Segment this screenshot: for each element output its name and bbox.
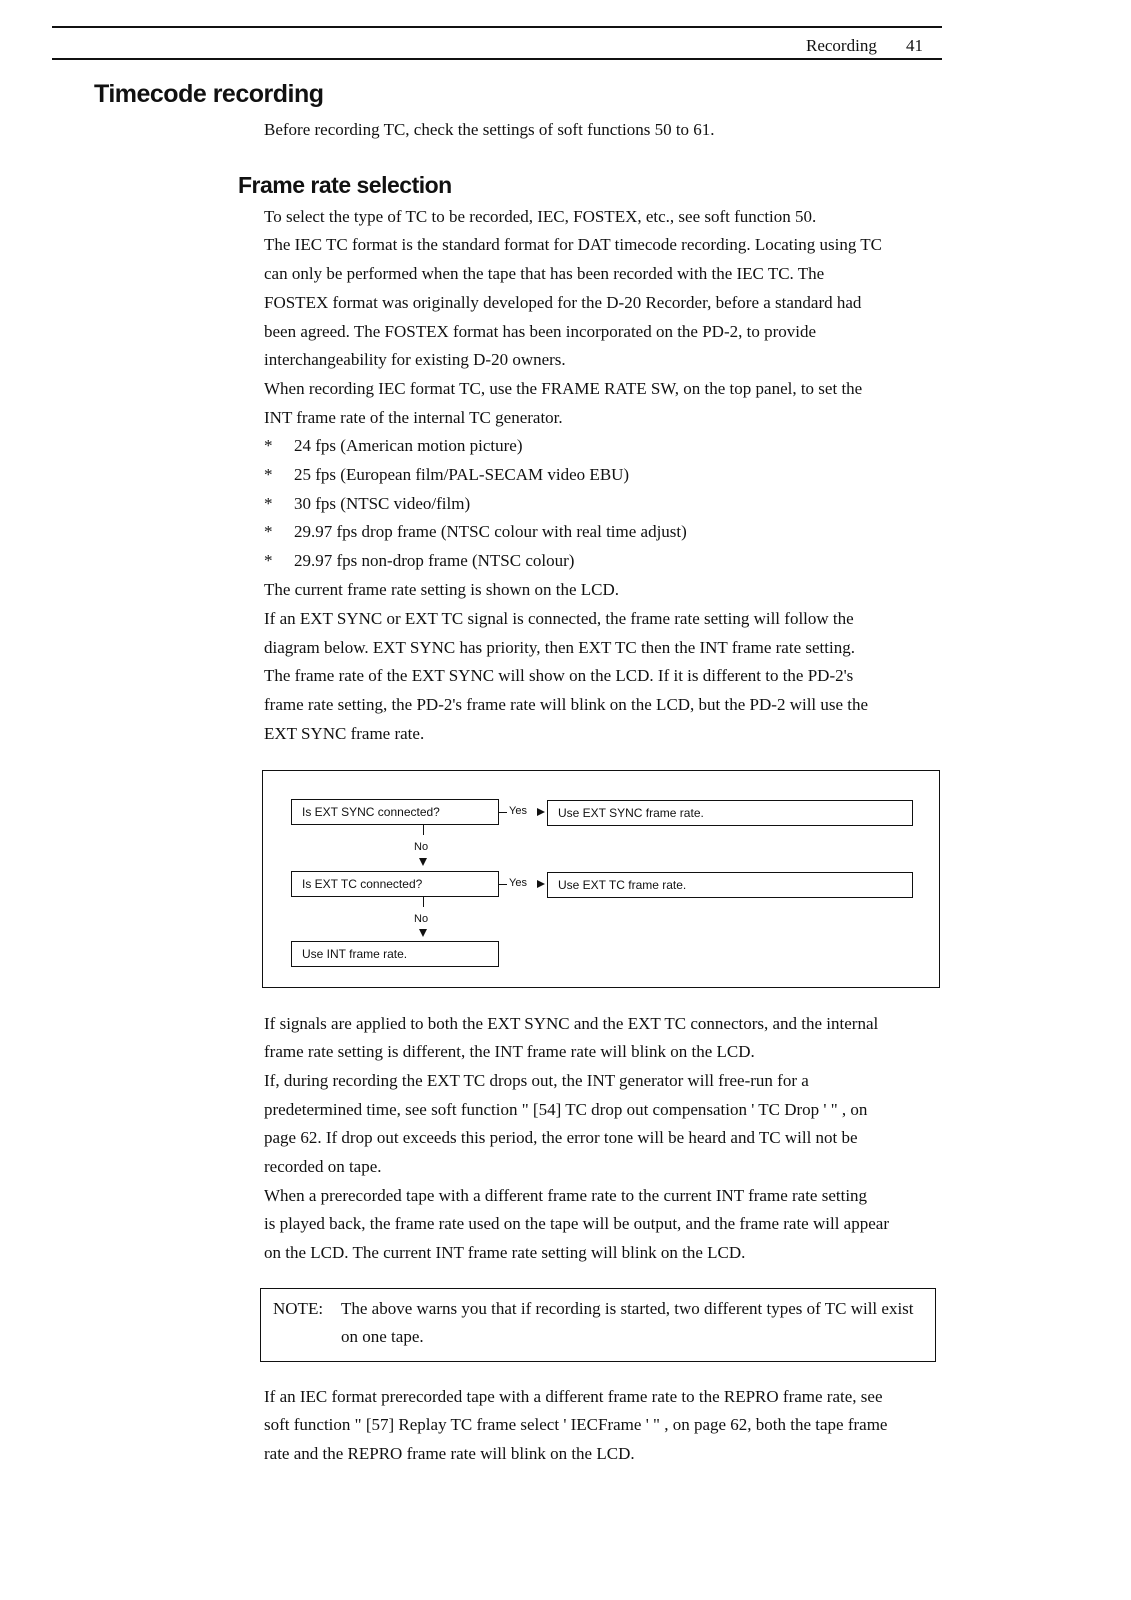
arrow-right-icon xyxy=(537,880,545,888)
para3-line: on the LCD. The current INT frame rate setting will blink on the LCD. xyxy=(264,1243,746,1262)
para1-line: The IEC TC format is the standard format for DAT timecode recording. Locating using TC xyxy=(264,235,882,254)
q2-box: Is EXT TC connected? xyxy=(291,871,499,897)
a1-box: Use EXT SYNC frame rate. xyxy=(547,800,913,826)
bullet-text: 29.97 fps non-drop frame (NTSC colour) xyxy=(294,551,575,570)
note-box xyxy=(260,1288,936,1362)
para1-line: When recording IEC format TC, use the FRAME RATE SW, on the top panel, to set the xyxy=(264,379,863,398)
arrow-right-icon xyxy=(537,808,545,816)
bullet-text: 29.97 fps drop frame (NTSC colour with real time adjust) xyxy=(294,522,687,541)
connector xyxy=(423,825,424,835)
yes-label: Yes xyxy=(509,805,527,817)
para1-line: can only be performed when the tape that has been recorded with the IEC TC. The xyxy=(264,264,825,283)
list-item xyxy=(264,490,470,519)
para3-line: frame rate setting is different, the INT frame rate will blink on the LCD. xyxy=(264,1042,755,1061)
section-title: Frame rate selection xyxy=(238,172,452,198)
bullet-text: 30 fps (NTSC video/film) xyxy=(294,494,471,513)
list-item xyxy=(264,518,687,547)
para4-line: rate and the REPRO frame rate will blink on the LCD. xyxy=(264,1444,635,1463)
bullet-marker: * xyxy=(264,465,273,484)
para2-line: diagram below. EXT SYNC has priority, then EXT TC then the INT frame rate setting. xyxy=(264,638,855,657)
top-rule xyxy=(52,26,942,28)
no-label: No xyxy=(414,841,429,853)
a2-box: Use EXT TC frame rate. xyxy=(547,872,913,898)
arrow-down-icon xyxy=(419,858,427,866)
a3-box: Use INT frame rate. xyxy=(291,941,499,967)
running-header xyxy=(806,36,923,56)
bullet-text: 24 fps (American motion picture) xyxy=(294,436,523,455)
page-number: 41 xyxy=(906,36,923,55)
para3-line: recorded on tape. xyxy=(264,1157,382,1176)
list-item xyxy=(264,432,523,461)
bullet-marker: * xyxy=(264,436,273,455)
para3-line: When a prerecorded tape with a different frame rate to the current INT frame rate setting xyxy=(264,1186,868,1205)
arrow-down-icon xyxy=(419,929,427,937)
para1-line: been agreed. The FOSTEX format has been incorporated on the PD-2, to provide xyxy=(264,322,817,341)
page-title: Timecode recording xyxy=(94,80,324,108)
para4-line: soft function " [57] Replay TC frame select ' IECFrame ' " , on page 62, both the tape frame xyxy=(264,1415,888,1434)
no-label: No xyxy=(414,913,429,925)
para2-line: EXT SYNC frame rate. xyxy=(264,724,425,743)
note-text: The above warns you that if recording is started, two different types of TC will exist on one tape. xyxy=(341,1299,914,1346)
para3-line: predetermined time, see soft function " [54] TC drop out compensation ' TC Drop ' " , on xyxy=(264,1100,868,1119)
para2-line: If an EXT SYNC or EXT TC signal is connected, the frame rate setting will follow the xyxy=(264,609,854,628)
para1-line: FOSTEX format was originally developed for the D-20 Recorder, before a standard had xyxy=(264,293,862,312)
intro-text: Before recording TC, check the settings of soft functions 50 to 61. xyxy=(264,120,715,139)
bullet-marker: * xyxy=(264,522,273,541)
para1-line: To select the type of TC to be recorded, IEC, FOSTEX, etc., see soft function 50. xyxy=(264,207,817,226)
list-item xyxy=(264,461,629,490)
para3-line: If signals are applied to both the EXT SYNC and the EXT TC connectors, and the internal xyxy=(264,1014,879,1033)
q1-box: Is EXT SYNC connected? xyxy=(291,799,499,825)
bullet-marker: * xyxy=(264,494,273,513)
para3-line: If, during recording the EXT TC drops out, the INT generator will free-run for a xyxy=(264,1071,809,1090)
para2-line: The current frame rate setting is shown on the LCD. xyxy=(264,580,620,599)
para1-line: interchangeability for existing D-20 owners. xyxy=(264,350,566,369)
flowchart xyxy=(262,770,940,988)
para3-line: is played back, the frame rate used on the tape will be output, and the frame rate will appear xyxy=(264,1214,889,1233)
para1-line: INT frame rate of the internal TC generator. xyxy=(264,408,563,427)
para2-line: The frame rate of the EXT SYNC will show on the LCD. If it is different to the PD-2's xyxy=(264,666,854,685)
header-rule xyxy=(52,58,942,60)
bullet-text: 25 fps (European film/PAL-SECAM video EBU) xyxy=(294,465,630,484)
connector xyxy=(499,812,507,813)
note-label: NOTE: xyxy=(273,1299,324,1318)
connector xyxy=(499,884,507,885)
para3-line: page 62. If drop out exceeds this period, the error tone will be heard and TC will not be xyxy=(264,1128,858,1147)
header-section: Recording xyxy=(806,36,877,55)
para4-line: If an IEC format prerecorded tape with a different frame rate to the REPRO frame rate, see xyxy=(264,1387,883,1406)
list-item xyxy=(264,547,574,576)
bullet-marker: * xyxy=(264,551,273,570)
connector xyxy=(423,897,424,907)
yes-label: Yes xyxy=(509,877,527,889)
para2-line: frame rate setting, the PD-2's frame rate will blink on the LCD, but the PD-2 will use the xyxy=(264,695,869,714)
